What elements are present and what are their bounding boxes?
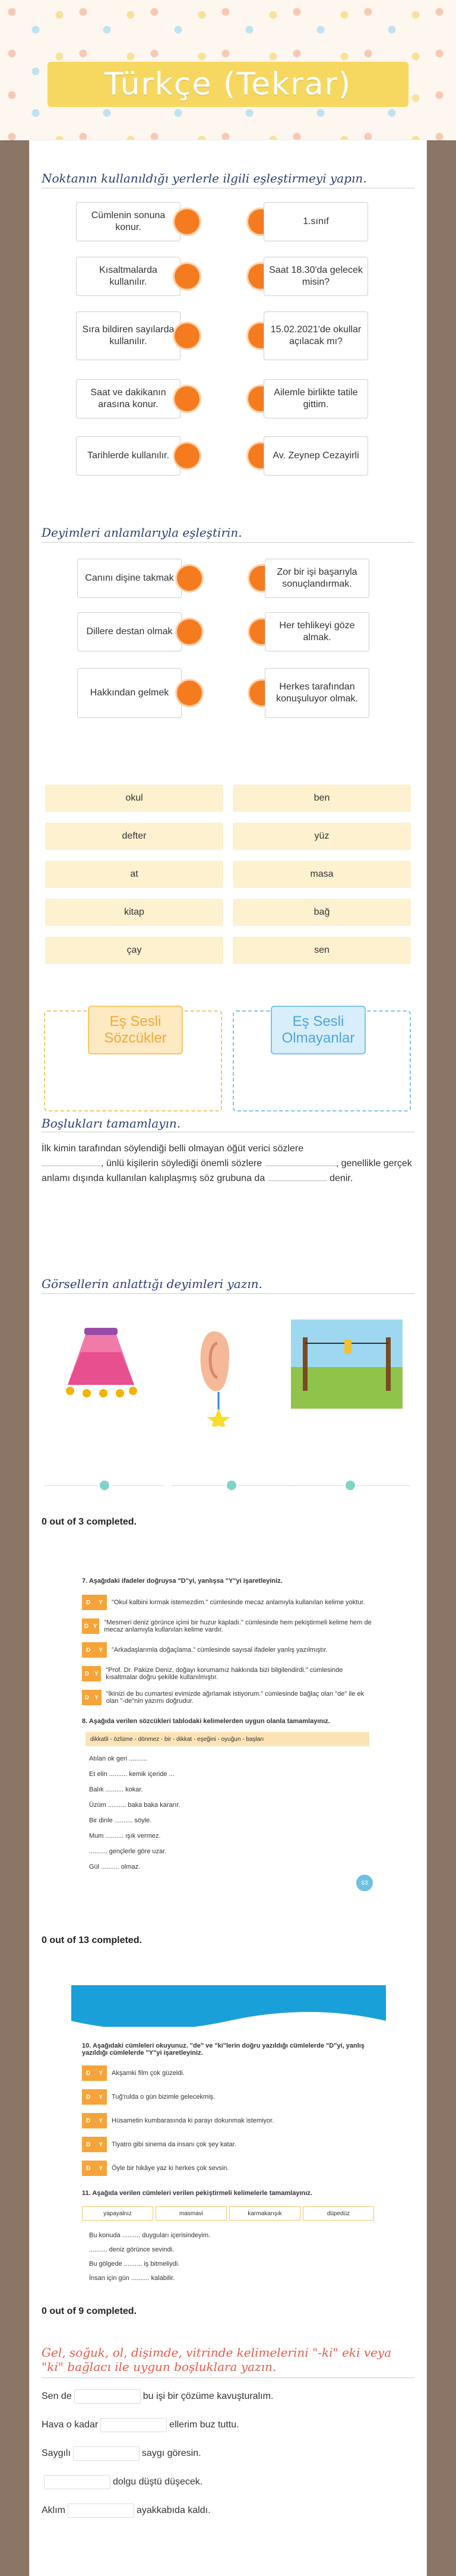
fill-sentence: İnsan için gün .......... kalabilir.	[89, 2275, 175, 2282]
match-right-item[interactable]: Zor bir işi başarıyla sonuçlandırmak.	[265, 559, 369, 598]
true-option[interactable]: D	[84, 1623, 89, 1630]
word-tile[interactable]: çay	[45, 937, 223, 964]
statement-text: "Mesmeri deniz görünce içimi bir huzur kapladı." cümlesinde hem pekiştirmeli kelime hem de mecaz anlamıyla kullanılan kelime vardır.	[104, 1619, 372, 1633]
ki-sentence	[42, 2418, 410, 2432]
ki-sentence	[42, 2475, 410, 2489]
word-chip: yapayalnız	[82, 2206, 153, 2221]
completion-score: 0 out of 3 completed.	[42, 1517, 137, 1527]
word-tile[interactable]: defter	[45, 823, 223, 850]
dy-toggle[interactable]	[82, 1690, 102, 1705]
fill-row	[89, 2229, 368, 2242]
sentence-prefix: Aklım	[42, 2505, 65, 2516]
dy-toggle[interactable]	[82, 2161, 107, 2176]
word-tile[interactable]: ben	[233, 785, 411, 812]
tf-row	[82, 1664, 375, 1683]
sentence-suffix: ellerim buz tuttu.	[169, 2420, 239, 2430]
match-connector[interactable]	[175, 386, 200, 411]
fill-row	[89, 1799, 368, 1812]
true-option[interactable]: D	[86, 1599, 91, 1606]
match-right-item[interactable]: Her tehlikeyi göze almak.	[265, 612, 369, 651]
false-option[interactable]: Y	[99, 2070, 103, 2077]
match-left-item[interactable]: Canını dişine takmak	[77, 559, 182, 598]
match-left-item[interactable]: Cümlenin sonuna konur.	[76, 202, 180, 241]
statement-text: Akşamki film çok güzeldi.	[112, 2070, 185, 2077]
match-left-item[interactable]: Dillere destan olmak	[77, 612, 182, 651]
sentence-prefix: Sen de	[42, 2391, 72, 2402]
fill-sentence: .......... gençlerle göre uzar.	[89, 1848, 167, 1855]
fill-sentence: Bu gölgede .......... iş bitmeliydi.	[89, 2260, 180, 2268]
sentence-suffix: ayakkabıda kaldı.	[137, 2505, 211, 2516]
match-left-item[interactable]: Saat ve dakikanın arasına konur.	[76, 379, 180, 418]
tf-row	[82, 2135, 375, 2154]
skirt-image	[45, 1320, 157, 1442]
statement-text: Tiyatro gibi sinema da insanı çok şey katar.	[112, 2141, 236, 2148]
false-option[interactable]: Y	[99, 2141, 103, 2148]
fill-sentence: Üzüm .......... baka baka kararır.	[89, 1802, 180, 1809]
frame-right	[426, 140, 456, 2576]
section-heading: Görsellerin anlattığı deyimleri yazın.	[42, 1277, 262, 1291]
false-option[interactable]: Y	[94, 1670, 99, 1677]
word-chip: masmavi	[156, 2206, 227, 2221]
dy-toggle[interactable]	[82, 1666, 101, 1681]
word-tile[interactable]: yüz	[233, 823, 411, 850]
true-option[interactable]: D	[86, 2117, 91, 2124]
match-connector[interactable]	[177, 566, 202, 591]
answer-input[interactable]	[172, 1478, 291, 1493]
true-option[interactable]: D	[86, 2141, 91, 2148]
question-11: 11. Aşağıda verilen cümleleri verilen pekiştirmeli kelimelerle tamamlayınız.	[82, 2190, 312, 2197]
match-connector[interactable]	[175, 443, 200, 468]
match-right-item[interactable]: 15.02.2021'de okullar açılacak mı?	[264, 311, 368, 360]
false-option[interactable]: Y	[99, 1646, 103, 1654]
fill-sentence: .......... deniz görünce sevindi.	[89, 2246, 175, 2253]
blank-input[interactable]	[268, 1171, 327, 1181]
paragraph-text: denir.	[330, 1173, 353, 1183]
match-left-item[interactable]: Kısaltmalarda kullanılır.	[76, 257, 180, 296]
true-option[interactable]: D	[84, 1670, 89, 1677]
ear-earring-image	[172, 1320, 284, 1442]
worksheet-page-7	[71, 1569, 386, 1902]
sentence-suffix: saygı göresin.	[141, 2448, 201, 2459]
word-chip: düpedüz	[303, 2206, 374, 2221]
fill-paragraph	[42, 1141, 416, 1186]
word-tile[interactable]: at	[45, 861, 223, 888]
statement-text: Hüsametin kumbarasında ki parayı dokunmak istemiyor.	[112, 2117, 274, 2124]
sentence-suffix: bu işi bir çözüme kavuşturalım.	[142, 2391, 274, 2402]
true-option[interactable]: D	[86, 1646, 91, 1654]
blank-input[interactable]	[68, 2503, 134, 2518]
worksheet-page-8	[71, 1985, 386, 2294]
match-right-item[interactable]: Herkes tarafından konuşuluyor olmak.	[265, 668, 369, 718]
match-left-item[interactable]: Tarihlerde kullanılır.	[76, 436, 180, 475]
statement-text: "Okul kalbini kırmak istemezdim." cümlesinde mecaz anlamıyla kullanılan kelime yoktur.	[112, 1599, 365, 1606]
tf-row	[82, 1617, 375, 1636]
tf-row	[82, 2087, 375, 2106]
paragraph-line	[42, 1156, 416, 1171]
paragraph-text: , genellikle gerçek	[335, 1158, 412, 1169]
fill-row	[89, 1783, 368, 1796]
ki-sentence	[42, 2503, 410, 2518]
ki-sentence	[42, 2446, 410, 2461]
frame-left	[0, 140, 30, 2576]
answer-input[interactable]	[291, 1478, 410, 1493]
tf-row	[82, 1593, 375, 1612]
statement-text: "Arkadaşlarımla doğaçlama." cümlesinde sayısal ifadeler yanlış yazılmıştır.	[112, 1646, 328, 1654]
page-number-badge: 63	[356, 1875, 373, 1891]
paragraph-line: İlk kimin tarafından söylendiği belli olmayan öğüt verici sözlere	[42, 1144, 304, 1154]
word-tile[interactable]: sen	[233, 937, 411, 964]
fill-row	[89, 1860, 368, 1873]
tf-row	[82, 1688, 375, 1707]
statement-text: "Prof. Dr. Pakize Deniz, doğayı korumamız hakkında bizi bilgilendirdi." cümlesinde kısaltmalar doğru şekilde kullanılmıştır.	[106, 1667, 343, 1681]
homonym-label: Eş Sesli Sözcükler	[88, 1006, 183, 1054]
fill-sentence: Bu konuda .......... duyguları içerisindeyim.	[89, 2232, 211, 2239]
dy-toggle[interactable]	[82, 1618, 99, 1634]
divider	[42, 542, 414, 543]
statement-text: "İkinizi de bu cumartesi evimizde ağırlamak istiyorum." cümlesinde bağlaç olan "de" ile ek olan "-de"nin yazımı doğrudur.	[106, 1690, 364, 1705]
match-left-item[interactable]: Hakkından gelmek	[77, 668, 182, 718]
fill-row	[89, 1845, 368, 1858]
false-option[interactable]: Y	[94, 1694, 99, 1701]
section-heading: Noktanın kullanıldığı yerlerle ilgili eşleştirmeyi yapın.	[42, 171, 367, 185]
match-connector[interactable]	[175, 264, 200, 289]
question-8: 8. Aşağıda verilen sözcükleri tablodaki kelimelerden uygun olanla tamamlayınız.	[82, 1718, 330, 1725]
dy-toggle[interactable]	[82, 1642, 107, 1658]
section-heading: Boşlukları tamamlayın.	[42, 1116, 181, 1130]
match-connector[interactable]	[177, 619, 202, 644]
blank-input[interactable]	[265, 1156, 336, 1166]
tf-row	[82, 2159, 375, 2178]
fill-sentence: Bir dinle .......... söyle.	[89, 1817, 152, 1824]
dy-toggle[interactable]	[82, 2065, 107, 2081]
word-tile[interactable]: masa	[233, 861, 411, 888]
match-connector[interactable]	[175, 209, 200, 234]
fill-sentence: Atılan ok geri ..........	[89, 1755, 147, 1762]
blank-input[interactable]	[74, 2389, 141, 2404]
section-heading: Gel, soğuk, ol, dişimde, vitrinde kelimelerini "-ki" eki veya "ki" bağlacı ile uygun boşluklara yazın.	[42, 2345, 392, 2374]
word-tile[interactable]: kitap	[45, 899, 223, 926]
false-option[interactable]: Y	[99, 2165, 103, 2172]
fill-row	[89, 2272, 368, 2285]
statement-text: Tuğ'rulda o gün bizimle gelecekmiş.	[112, 2093, 216, 2101]
statement-text: Öyle bir hikâye yaz ki herkes çok sevsin.	[112, 2165, 229, 2172]
false-option[interactable]: Y	[99, 2093, 103, 2101]
sentence-suffix: dolgu düştü düşecek.	[113, 2477, 203, 2487]
tf-row	[82, 2111, 375, 2130]
completion-score: 0 out of 9 completed.	[42, 2306, 137, 2316]
tf-row	[82, 1640, 375, 1659]
divider	[42, 2377, 414, 2378]
word-bank: dikkatli - özlüme - dönmez - bir - dikkat - eşeğini - oyuğun - başları	[86, 1732, 369, 1746]
paragraph-text: , ünlü kişilerin söylediği önemli sözlere	[101, 1158, 262, 1169]
section-heading: Deyimleri anlamlarıyla eşleştirin.	[42, 525, 242, 540]
false-option[interactable]: Y	[99, 1599, 103, 1606]
match-right-item[interactable]: Saat 18.30'da gelecek misin?	[264, 257, 368, 296]
fill-row	[89, 2243, 368, 2256]
question-7: 7. Aşağıdaki ifadeler doğruysa "D"yi, yanlışsa "Y"yi işaretleyiniz.	[82, 1577, 283, 1585]
match-connector[interactable]	[177, 681, 202, 706]
fill-sentence: Balık .......... kokar.	[89, 1786, 143, 1793]
dy-toggle[interactable]	[82, 2137, 107, 2152]
match-connector[interactable]	[175, 323, 200, 348]
fill-sentence: Mum .......... ışık vermez.	[89, 1832, 161, 1840]
paragraph-text: anlamı dışında kullanılan kalıplaşmış söz grubuna da	[42, 1173, 265, 1183]
title-banner	[48, 62, 408, 107]
fill-row	[89, 2257, 368, 2270]
question-10: 10. Aşağıdaki cümleleri okuyunuz. "de" ve "ki"lerin doğru yazıldığı cümlelerde "D"yi, yanlış yazıldığı cümlelerde "Y"yi işaretleyiniz.	[82, 2042, 365, 2057]
answer-input[interactable]	[45, 1478, 164, 1493]
ki-sentence	[42, 2389, 410, 2404]
fill-row	[89, 1752, 368, 1765]
match-right-item[interactable]: 1.sınıf	[264, 202, 368, 241]
word-chip: karmakarışık	[229, 2206, 300, 2221]
fill-row	[89, 1814, 368, 1827]
true-option[interactable]: D	[86, 2093, 91, 2101]
tf-row	[82, 2064, 375, 2083]
fill-row	[89, 1768, 368, 1781]
paragraph-line	[42, 1171, 416, 1186]
non-homonym-label: Eş Sesli Olmayanlar	[271, 1006, 366, 1054]
dy-toggle[interactable]	[82, 2089, 107, 2105]
false-option[interactable]: Y	[99, 2117, 103, 2124]
word-tile[interactable]: okul	[45, 785, 223, 812]
fill-sentence: Et elin .......... kemik içeride ...	[89, 1771, 175, 1778]
match-left-item[interactable]: Sıra bildiren sayılarda kullanılır.	[76, 311, 180, 360]
true-option[interactable]: D	[86, 2070, 91, 2077]
dy-toggle[interactable]	[82, 2113, 107, 2128]
true-option[interactable]: D	[86, 2165, 91, 2172]
wave-header	[71, 1985, 386, 2039]
sentence-prefix: Hava o kadar	[42, 2420, 99, 2430]
blank-input[interactable]	[44, 2475, 110, 2489]
clothesline-image	[291, 1320, 403, 1442]
match-right-item[interactable]: Ailemle birlikte tatile gittim.	[264, 379, 368, 418]
completion-score: 0 out of 13 completed.	[42, 1935, 142, 1945]
blank-input[interactable]	[73, 2446, 140, 2461]
fill-sentence: Gül .......... olmaz.	[89, 1863, 141, 1870]
match-right-item[interactable]: Av. Zeynep Cezayirli	[264, 436, 368, 475]
blank-input[interactable]	[42, 1156, 101, 1166]
divider	[42, 1293, 414, 1294]
word-tile[interactable]: bağ	[233, 899, 411, 926]
fill-row	[89, 1829, 368, 1843]
page-title: Türkçe (Tekrar)	[104, 67, 352, 102]
sentence-prefix: Saygılı	[42, 2448, 71, 2459]
false-option[interactable]: Y	[93, 1623, 97, 1630]
dy-toggle[interactable]	[82, 1595, 107, 1610]
true-option[interactable]: D	[84, 1694, 89, 1701]
blank-input[interactable]	[100, 2418, 167, 2432]
